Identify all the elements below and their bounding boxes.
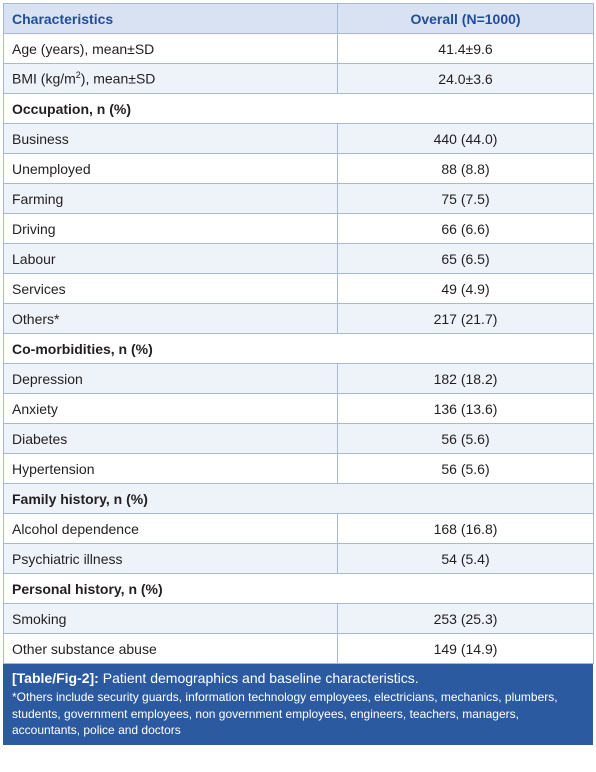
table-row [4,424,594,454]
column-header-characteristics: Characteristics [4,4,338,34]
row-label-part: BMI (kg/m [12,70,76,87]
table-caption [3,664,593,745]
table-row [4,274,594,304]
section-row [4,94,594,124]
caption-title [12,669,585,687]
table-row [4,64,594,94]
section-label: Co-morbidities, n (%) [4,334,594,364]
section-label: Family history, n (%) [4,484,594,514]
table-row [4,604,594,634]
row-label: Hypertension [4,454,338,484]
row-label: Others* [4,304,338,334]
row-value: 136 (13.6) [338,394,594,424]
caption-text: Patient demographics and baseline characteristics. [98,670,419,686]
table-row [4,124,594,154]
row-label: Diabetes [4,424,338,454]
table-row [4,34,594,64]
row-value: 88 (8.8) [338,154,594,184]
row-label [4,64,338,94]
row-label: Other substance abuse [4,634,338,664]
caption-footnote: *Others include security guards, information technology employees, electricians, mechanics, plumbers, students, government employees, non government employees, engineers, teachers, managers, accountants, police and doctors [12,690,558,737]
row-value: 56 (5.6) [338,454,594,484]
table-row [4,394,594,424]
column-header-overall: Overall (N=1000) [338,4,594,34]
table-row [4,544,594,574]
row-value: 66 (6.6) [338,214,594,244]
table-row [4,364,594,394]
row-value: 182 (18.2) [338,364,594,394]
row-label: Farming [4,184,338,214]
row-value: 56 (5.6) [338,424,594,454]
row-label: Driving [4,214,338,244]
row-label: Age (years), mean±SD [4,34,338,64]
section-label: Personal history, n (%) [4,574,594,604]
row-value: 24.0±3.6 [338,64,594,94]
section-row [4,484,594,514]
row-value: 65 (6.5) [338,244,594,274]
section-label: Occupation, n (%) [4,94,594,124]
row-label: Alcohol dependence [4,514,338,544]
row-value: 217 (21.7) [338,304,594,334]
table-row [4,244,594,274]
table-row [4,154,594,184]
row-value: 54 (5.4) [338,544,594,574]
section-row [4,334,594,364]
table-row [4,214,594,244]
row-value: 253 (25.3) [338,604,594,634]
table-figure [3,3,593,745]
row-label-superscript: 2 [75,70,81,81]
row-label: Anxiety [4,394,338,424]
row-label: Business [4,124,338,154]
row-label: Unemployed [4,154,338,184]
table-row [4,304,594,334]
table-body [4,34,594,664]
section-row [4,574,594,604]
caption-ref: [Table/Fig-2]: [12,670,99,686]
row-label: Labour [4,244,338,274]
table-header-row [4,4,594,34]
table-row [4,184,594,214]
row-label: Depression [4,364,338,394]
row-label-part: ), mean±SD [80,70,156,87]
row-value: 41.4±9.6 [338,34,594,64]
table-row [4,634,594,664]
row-label: Psychiatric illness [4,544,338,574]
row-label: Smoking [4,604,338,634]
row-value: 168 (16.8) [338,514,594,544]
characteristics-table [3,3,594,664]
table-row [4,514,594,544]
row-value: 49 (4.9) [338,274,594,304]
row-value: 149 (14.9) [338,634,594,664]
row-label: Services [4,274,338,304]
table-row [4,454,594,484]
row-value: 75 (7.5) [338,184,594,214]
row-value: 440 (44.0) [338,124,594,154]
